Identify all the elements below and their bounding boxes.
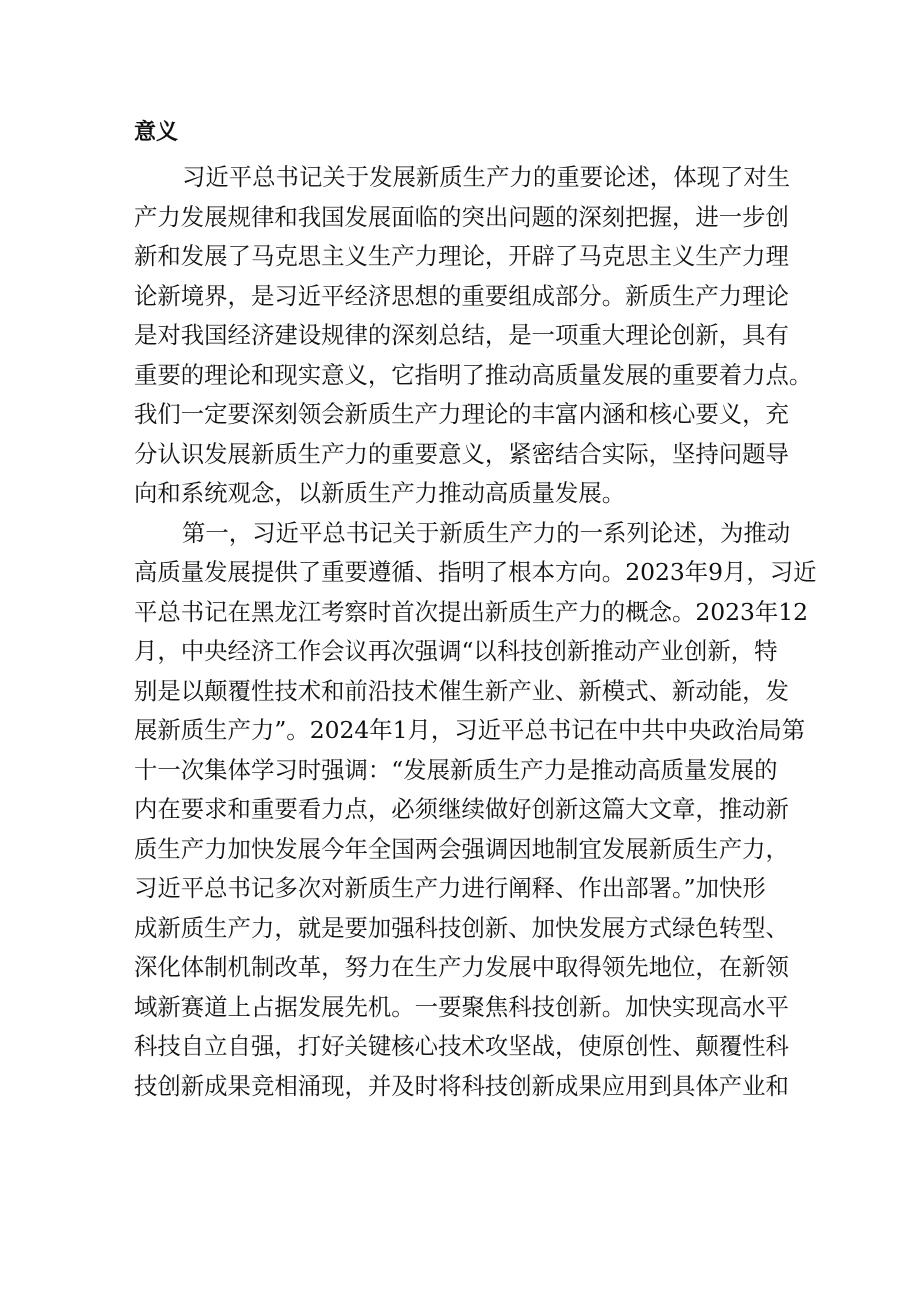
body-text	[134, 158, 817, 1106]
text-line: 展新质生产力”。2024年1月，习近平总书记在中共中央政治局第	[134, 716, 806, 744]
text-line: 习近平总书记关于发展新质生产力的重要论述，体现了对生	[182, 163, 791, 191]
text-line: 域新赛道上占据发展先机。一要聚焦科技创新。加快实现高水平	[134, 992, 789, 1021]
paragraph-1	[134, 158, 813, 514]
text-line: 是对我国经济建设规律的深刻总结，是一项重大理论创新，具有	[134, 321, 789, 349]
text-line: 深化体制机制改革，努力在生产力发展中取得领先地位，在新领	[134, 953, 789, 981]
text-line: 新和发展了马克思主义生产力理论，开辟了马克思主义生产力理	[134, 242, 789, 270]
text-line: 高质量发展提供了重要遵循、指明了根本方向。2023年9月，习近	[134, 558, 817, 586]
text-line: 平总书记在黑龙江考察时首次提出新质生产力的概念。2023年12	[134, 597, 809, 626]
text-line: 第一，习近平总书记关于新质生产力的一系列论述，为推动	[182, 518, 791, 547]
text-line: 重要的理论和现实意义，它指明了推动高质量发展的重要着力点。	[134, 360, 813, 389]
text-line: 别是以颠覆性技术和前沿技术催生新产业、新模式、新动能，发	[134, 676, 789, 705]
text-line: 十一次集体学习时强调：“发展新质生产力是推动高质量发展的	[134, 755, 778, 784]
text-line: 分认识发展新质生产力的重要意义，紧密结合实际，坚持问题导	[134, 439, 789, 468]
text-line: 我们一定要深刻领会新质生产力理论的丰富内涵和核心要义，充	[134, 400, 789, 428]
text-line: 技创新成果竞相涌现，并及时将科技创新成果应用到具体产业和	[134, 1071, 789, 1100]
section-heading: 意义	[134, 120, 179, 145]
text-line: 质生产力加快发展今年全国两会强调因地制宜发展新质生产力，	[134, 834, 789, 863]
text-line: 向和系统观念，以新质生产力推动高质量发展。	[134, 479, 626, 507]
text-line: 论新境界，是习近平经济思想的重要组成部分。新质生产力理论	[134, 281, 789, 310]
text-line: 内在要求和重要看力点，必须继续做好创新这篇大文章，推动新	[134, 795, 789, 823]
text-line: 产力发展规律和我国发展面临的突出问题的深刻把握，进一步创	[134, 202, 789, 231]
text-line: 成新质生产力，就是要加强科技创新、加快发展方式绿色转型、	[134, 913, 789, 942]
text-line: 月，中央经济工作会议再次强调“以科技创新推动产业创新，特	[134, 637, 778, 665]
text-line: 科技自立自强，打好关键核心技术攻坚战，使原创性、颠覆性科	[134, 1032, 789, 1060]
paragraph-2	[134, 514, 817, 1107]
text-line: 习近平总书记多次对新质生产力进行阐释、作出部署。”加快形	[134, 874, 766, 902]
